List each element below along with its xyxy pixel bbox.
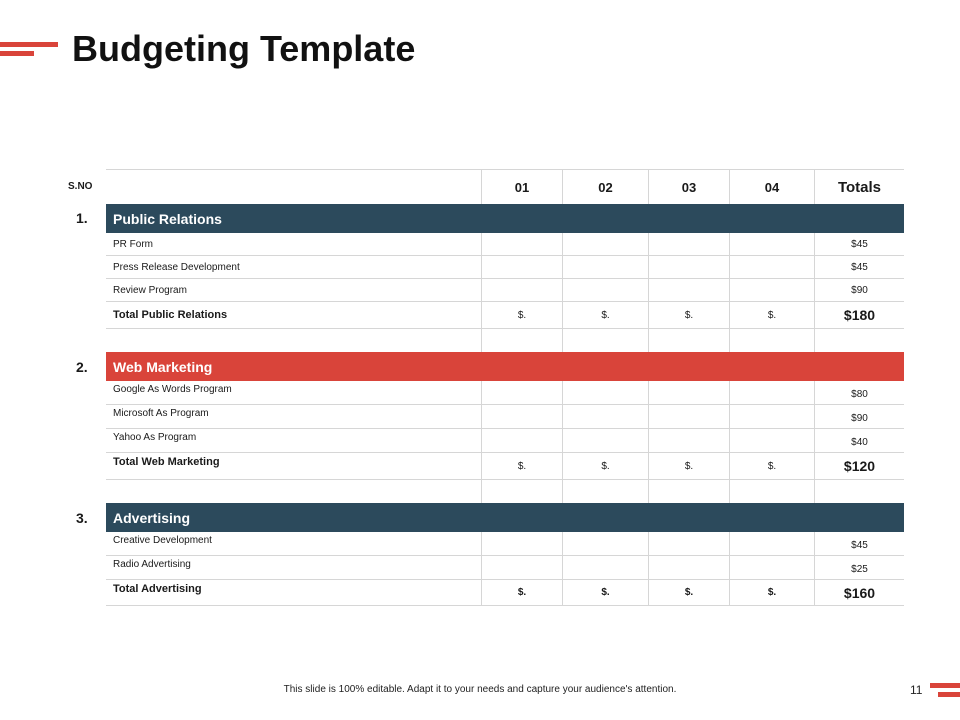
section-total-row bbox=[106, 302, 904, 329]
total-label: Total Web Marketing bbox=[113, 456, 220, 468]
item-label: Creative Development bbox=[113, 535, 212, 546]
item-total: $25 bbox=[814, 556, 904, 579]
page-title: Budgeting Template bbox=[72, 28, 416, 69]
quarter-cell bbox=[562, 532, 648, 555]
quarter-total: $. bbox=[648, 302, 729, 328]
section-total-row bbox=[106, 580, 904, 606]
item-total: $45 bbox=[814, 256, 904, 278]
footer-note: This slide is 100% editable. Adapt it to your needs and capture your audience's attention. bbox=[283, 684, 677, 695]
item-total: $80 bbox=[814, 381, 904, 404]
quarter-cell bbox=[562, 279, 648, 301]
section-total-value: $120 bbox=[814, 453, 904, 479]
item-total: $45 bbox=[814, 532, 904, 555]
quarter-total: $. bbox=[481, 453, 562, 479]
quarter-total: $. bbox=[562, 580, 648, 605]
quarter-cell bbox=[648, 256, 729, 278]
quarter-total: $. bbox=[729, 302, 814, 328]
quarter-cell bbox=[648, 405, 729, 428]
table-row bbox=[106, 556, 904, 580]
section-number: 1. bbox=[76, 210, 88, 226]
quarter-total: $. bbox=[562, 453, 648, 479]
quarter-cell bbox=[481, 556, 562, 579]
item-label: Google As Words Program bbox=[113, 384, 232, 395]
table-header-row bbox=[106, 169, 904, 204]
quarter-cell bbox=[648, 279, 729, 301]
quarter-cell bbox=[729, 429, 814, 452]
quarter-cell bbox=[648, 532, 729, 555]
table-row bbox=[106, 381, 904, 405]
quarter-cell bbox=[648, 233, 729, 255]
spacer-cell bbox=[562, 480, 648, 503]
quarter-cell bbox=[729, 405, 814, 428]
column-header: 02 bbox=[562, 170, 648, 204]
column-header: 04 bbox=[729, 170, 814, 204]
section-header-advertising: Advertising bbox=[106, 503, 904, 532]
quarter-cell bbox=[562, 405, 648, 428]
section-number: 3. bbox=[76, 510, 88, 526]
item-label: Yahoo As Program bbox=[113, 432, 197, 443]
title-accent-bar-bottom bbox=[0, 51, 34, 56]
quarter-total: $. bbox=[648, 453, 729, 479]
quarter-cell bbox=[481, 256, 562, 278]
section-total-row bbox=[106, 453, 904, 480]
quarter-cell bbox=[562, 381, 648, 404]
section-total-value: $180 bbox=[814, 302, 904, 328]
spacer-cell bbox=[562, 329, 648, 352]
quarter-cell bbox=[481, 429, 562, 452]
total-label: Total Advertising bbox=[113, 583, 202, 595]
quarter-cell bbox=[562, 429, 648, 452]
table-row bbox=[106, 429, 904, 453]
total-label: Total Public Relations bbox=[113, 309, 228, 321]
quarter-cell bbox=[481, 405, 562, 428]
item-label: Microsoft As Program bbox=[113, 408, 209, 419]
quarter-total: $. bbox=[729, 453, 814, 479]
quarter-total: $. bbox=[648, 580, 729, 605]
spacer-row bbox=[106, 329, 904, 352]
section-header-public-relations: Public Relations bbox=[106, 204, 904, 233]
quarter-cell bbox=[562, 233, 648, 255]
quarter-cell bbox=[481, 381, 562, 404]
spacer-cell bbox=[481, 480, 562, 503]
section-header-web-marketing: Web Marketing bbox=[106, 352, 904, 381]
table-row bbox=[106, 256, 904, 279]
item-label: PR Form bbox=[113, 238, 153, 250]
item-label: Press Release Development bbox=[113, 261, 240, 273]
quarter-cell bbox=[729, 556, 814, 579]
spacer-cell bbox=[648, 329, 729, 352]
spacer-cell bbox=[814, 329, 904, 352]
spacer-cell bbox=[106, 480, 481, 503]
quarter-cell bbox=[648, 381, 729, 404]
quarter-cell bbox=[562, 256, 648, 278]
section-total-value: $160 bbox=[814, 580, 904, 605]
quarter-cell bbox=[562, 556, 648, 579]
item-label: Radio Advertising bbox=[113, 559, 191, 570]
spacer-cell bbox=[481, 329, 562, 352]
quarter-cell bbox=[481, 233, 562, 255]
table-row bbox=[106, 405, 904, 429]
quarter-cell bbox=[729, 532, 814, 555]
page-number: 11 bbox=[910, 683, 923, 697]
spacer-cell bbox=[729, 329, 814, 352]
sno-header: S.NO bbox=[68, 181, 93, 192]
quarter-total: $. bbox=[729, 580, 814, 605]
item-label: Review Program bbox=[113, 284, 187, 296]
quarter-cell bbox=[729, 233, 814, 255]
quarter-cell bbox=[729, 279, 814, 301]
quarter-cell bbox=[648, 429, 729, 452]
quarter-total: $. bbox=[481, 302, 562, 328]
column-header: 01 bbox=[481, 170, 562, 204]
item-total: $40 bbox=[814, 429, 904, 452]
item-total: $90 bbox=[814, 405, 904, 428]
title-accent-bar-top bbox=[0, 42, 58, 47]
quarter-total: $. bbox=[481, 580, 562, 605]
spacer-cell bbox=[106, 329, 481, 352]
quarter-cell bbox=[648, 556, 729, 579]
section-number: 2. bbox=[76, 359, 88, 375]
table-row bbox=[106, 532, 904, 556]
spacer-cell bbox=[648, 480, 729, 503]
table-row bbox=[106, 279, 904, 302]
item-total: $90 bbox=[814, 279, 904, 301]
quarter-cell bbox=[729, 256, 814, 278]
quarter-total: $. bbox=[562, 302, 648, 328]
item-total: $45 bbox=[814, 233, 904, 255]
column-header: 03 bbox=[648, 170, 729, 204]
quarter-cell bbox=[729, 381, 814, 404]
spacer-row bbox=[106, 480, 904, 503]
spacer-cell bbox=[814, 480, 904, 503]
quarter-cell bbox=[481, 279, 562, 301]
table-row bbox=[106, 233, 904, 256]
quarter-cell bbox=[481, 532, 562, 555]
totals-header: Totals bbox=[814, 170, 904, 204]
spacer-cell bbox=[729, 480, 814, 503]
header-label-cell bbox=[106, 170, 481, 204]
